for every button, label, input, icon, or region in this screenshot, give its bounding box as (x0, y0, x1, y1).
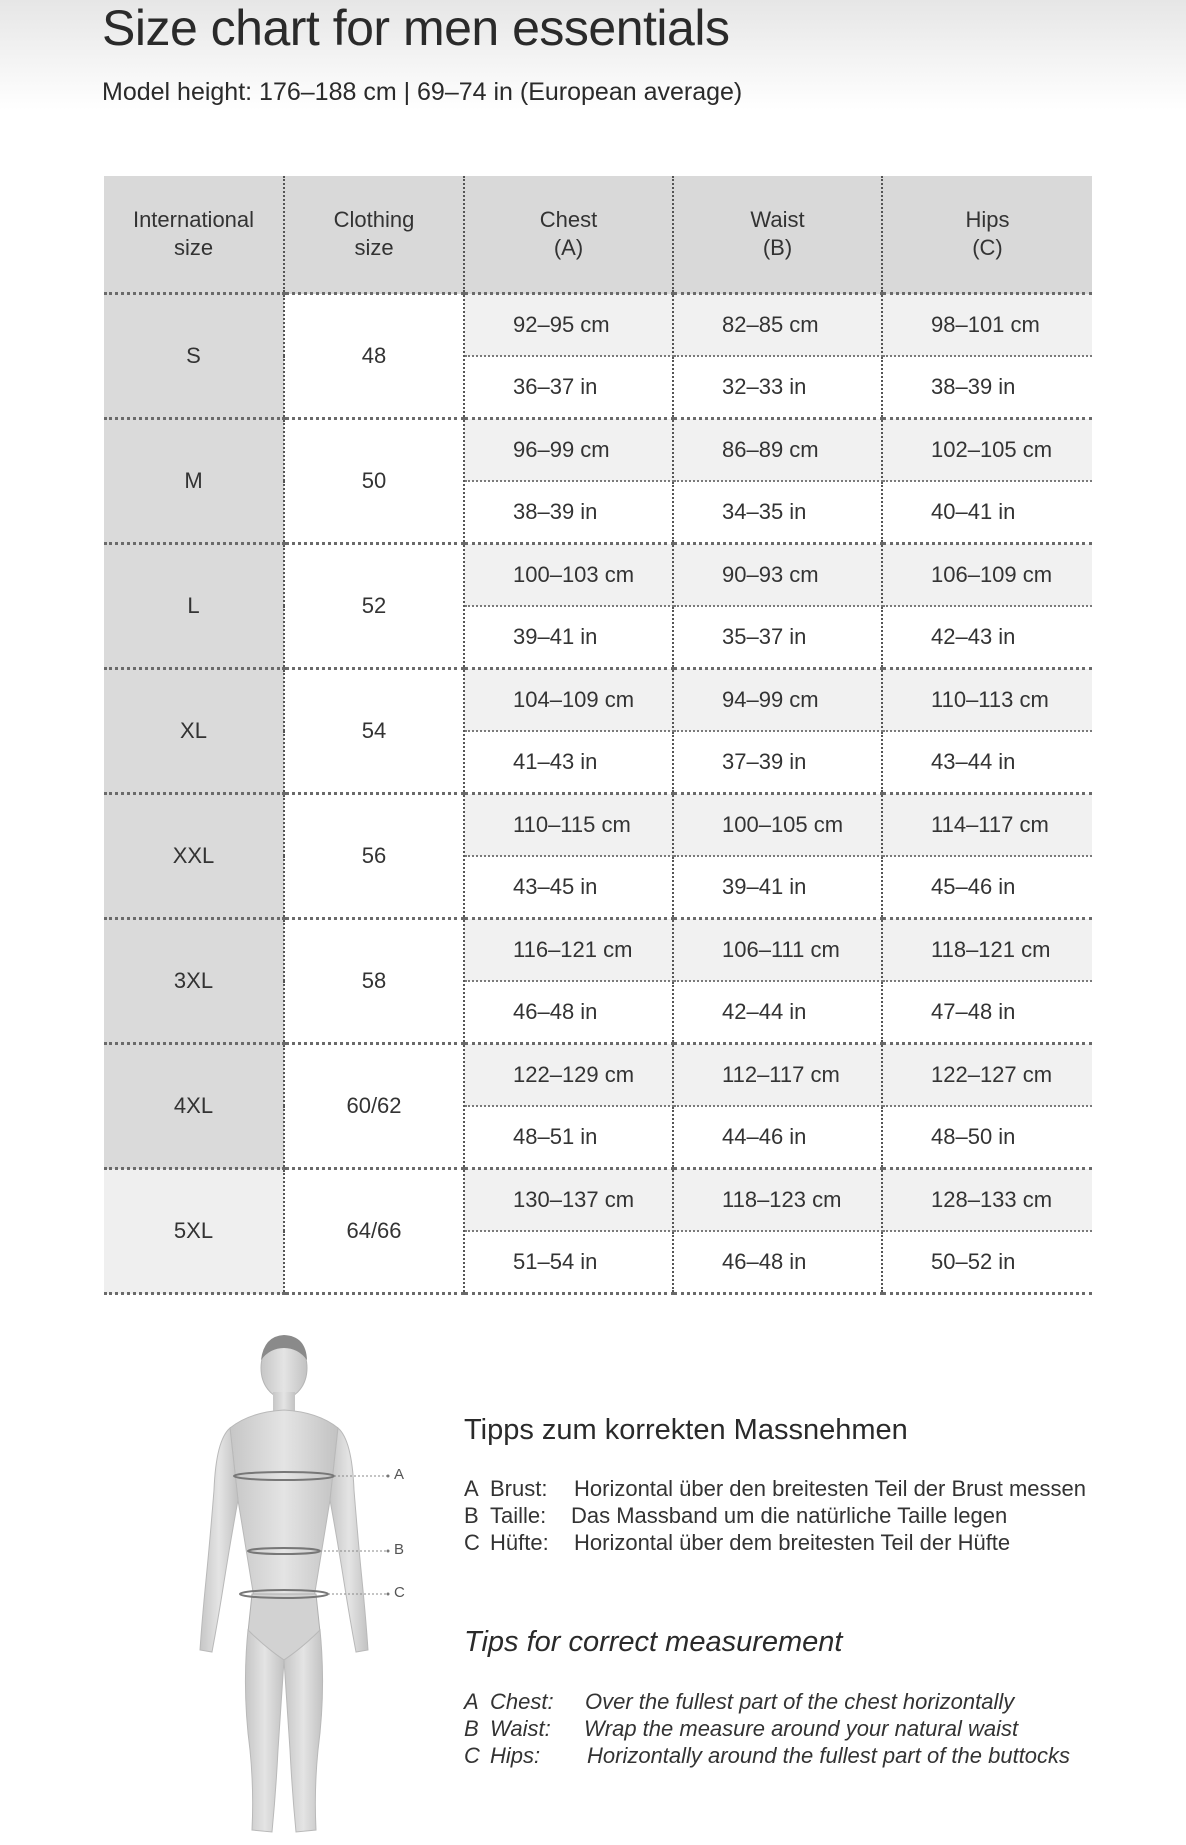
table-row (104, 1044, 1092, 1107)
hips-in-cell: 47–48 in (882, 981, 1092, 1044)
waist-cm-cell: 118–123 cm (673, 1169, 882, 1232)
marker-c-label: C (394, 1584, 405, 1601)
hips-in-cell: 48–50 in (882, 1106, 1092, 1169)
hips-cm-cell: 102–105 cm (882, 419, 1092, 482)
waist-cm-cell: 112–117 cm (673, 1044, 882, 1107)
tip-label: Hüfte: (490, 1530, 549, 1555)
chest-in-cell: 46–48 in (464, 981, 673, 1044)
table-row (104, 294, 1092, 357)
tip-text: Das Massband um die natürliche Taille legen (571, 1503, 1008, 1528)
tip-text: Horizontal über dem breitesten Teil der Hüfte (574, 1530, 1011, 1555)
clothing-size-cell: 50 (284, 419, 464, 544)
clothing-size-cell: 58 (284, 919, 464, 1044)
chest-in-cell: 39–41 in (464, 606, 673, 669)
hips-in-cell: 45–46 in (882, 856, 1092, 919)
header-international-size: International size (104, 176, 284, 294)
chest-cm-cell: 130–137 cm (464, 1169, 673, 1232)
tip-letter: C (464, 1530, 480, 1555)
hips-in-cell: 40–41 in (882, 481, 1092, 544)
waist-in-cell: 34–35 in (673, 481, 882, 544)
chest-cm-cell: 122–129 cm (464, 1044, 673, 1107)
waist-in-cell: 37–39 in (673, 731, 882, 794)
clothing-size-cell: 54 (284, 669, 464, 794)
table-row (104, 544, 1092, 607)
hips-cm-cell: 122–127 cm (882, 1044, 1092, 1107)
tip-label: Hips: (490, 1743, 541, 1768)
tips-heading-english: Tips for correct measurement (464, 1626, 843, 1658)
table-row (104, 794, 1092, 857)
tip-text: Horizontally around the fullest part of the buttocks (587, 1743, 1071, 1768)
chest-in-cell: 36–37 in (464, 356, 673, 419)
header-clothing-size: Clothing size (284, 176, 464, 294)
hips-cm-cell: 128–133 cm (882, 1169, 1092, 1232)
waist-cm-cell: 82–85 cm (673, 294, 882, 357)
chest-cm-cell: 100–103 cm (464, 544, 673, 607)
chest-cm-cell: 116–121 cm (464, 919, 673, 982)
table-header-row (104, 176, 1092, 294)
hips-cm-cell: 114–117 cm (882, 794, 1092, 857)
waist-in-cell: 35–37 in (673, 606, 882, 669)
model-height-subtitle: Model height: 176–188 cm | 69–74 in (European average) (102, 78, 743, 106)
intl-size-cell: XXL (104, 794, 284, 919)
hips-cm-cell: 118–121 cm (882, 919, 1092, 982)
marker-b-label: B (394, 1541, 405, 1558)
hips-in-cell: 38–39 in (882, 356, 1092, 419)
table-row (104, 1169, 1092, 1232)
intl-size-cell: S (104, 294, 284, 419)
chest-in-cell: 38–39 in (464, 481, 673, 544)
body-measurement-figure (180, 1330, 440, 1840)
waist-in-cell: 42–44 in (673, 981, 882, 1044)
tip-label: Taille: (490, 1503, 547, 1528)
intl-size-cell: L (104, 544, 284, 669)
tip-text: Over the fullest part of the chest horizontally (585, 1689, 1015, 1714)
hips-in-cell: 43–44 in (882, 731, 1092, 794)
header-hips: Hips (C) (882, 176, 1092, 294)
chest-in-cell: 51–54 in (464, 1231, 673, 1294)
hips-in-cell: 42–43 in (882, 606, 1092, 669)
tip-letter: B (464, 1503, 479, 1528)
hips-cm-cell: 110–113 cm (882, 669, 1092, 732)
tip-letter: C (464, 1743, 480, 1768)
table-row (104, 419, 1092, 482)
waist-cm-cell: 106–111 cm (673, 919, 882, 982)
tip-text: Horizontal über den breitesten Teil der Brust messen (574, 1476, 1086, 1501)
intl-size-cell: 5XL (104, 1169, 284, 1294)
marker-a-label: A (394, 1466, 405, 1483)
tip-label: Brust: (490, 1476, 548, 1501)
clothing-size-cell: 56 (284, 794, 464, 919)
waist-in-cell: 39–41 in (673, 856, 882, 919)
hips-cm-cell: 106–109 cm (882, 544, 1092, 607)
waist-in-cell: 44–46 in (673, 1106, 882, 1169)
tip-letter: A (464, 1476, 479, 1501)
clothing-size-cell: 52 (284, 544, 464, 669)
chest-in-cell: 41–43 in (464, 731, 673, 794)
chest-cm-cell: 92–95 cm (464, 294, 673, 357)
hips-in-cell: 50–52 in (882, 1231, 1092, 1294)
waist-cm-cell: 100–105 cm (673, 794, 882, 857)
header-chest: Chest (A) (464, 176, 673, 294)
intl-size-cell: 3XL (104, 919, 284, 1044)
waist-cm-cell: 94–99 cm (673, 669, 882, 732)
chest-in-cell: 43–45 in (464, 856, 673, 919)
chest-in-cell: 48–51 in (464, 1106, 673, 1169)
intl-size-cell: XL (104, 669, 284, 794)
chest-cm-cell: 104–109 cm (464, 669, 673, 732)
table-row (104, 669, 1092, 732)
clothing-size-cell: 60/62 (284, 1044, 464, 1169)
page-title: Size chart for men essentials (102, 0, 730, 56)
clothing-size-cell: 48 (284, 294, 464, 419)
hips-cm-cell: 98–101 cm (882, 294, 1092, 357)
tip-label: Chest: (490, 1689, 554, 1714)
waist-cm-cell: 86–89 cm (673, 419, 882, 482)
tip-letter: A (464, 1689, 479, 1714)
table-row (104, 919, 1092, 982)
intl-size-cell: 4XL (104, 1044, 284, 1169)
waist-in-cell: 32–33 in (673, 356, 882, 419)
tip-letter: B (464, 1716, 479, 1741)
tips-heading-german: Tipps zum korrekten Massnehmen (464, 1414, 908, 1446)
tip-text: Wrap the measure around your natural waist (584, 1716, 1019, 1741)
waist-cm-cell: 90–93 cm (673, 544, 882, 607)
chest-cm-cell: 96–99 cm (464, 419, 673, 482)
header-waist: Waist (B) (673, 176, 882, 294)
waist-in-cell: 46–48 in (673, 1231, 882, 1294)
clothing-size-cell: 64/66 (284, 1169, 464, 1294)
tip-label: Waist: (490, 1716, 551, 1741)
chest-cm-cell: 110–115 cm (464, 794, 673, 857)
intl-size-cell: M (104, 419, 284, 544)
size-chart-table (104, 176, 1092, 1295)
